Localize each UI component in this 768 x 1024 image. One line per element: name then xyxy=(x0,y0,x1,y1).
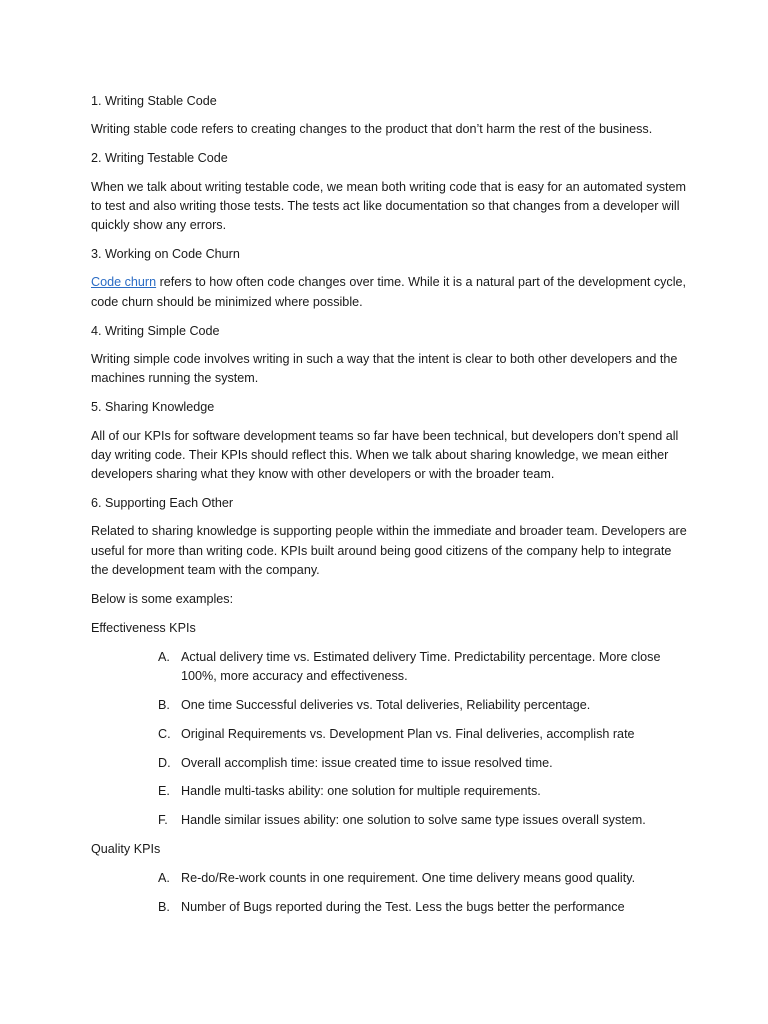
section-paragraph-sharing-knowledge: All of our KPIs for software development teams so far have been technical, but developers don’t spend all day writing code. Their KPIs should reflect this. When we talk about sharing knowledge, we mean either developers sharing what they know with other developers or with the broader team. xyxy=(91,428,679,482)
document-page xyxy=(91,92,691,927)
list-marker: E. xyxy=(158,784,170,799)
section-heading-stable-code: 1. Writing Stable Code xyxy=(91,94,217,108)
list-item-text: Handle similar issues ability: one solution to solve same type issues overall system. xyxy=(181,813,646,828)
list-marker: A. xyxy=(158,650,170,665)
list-item-text: Original Requirements vs. Development Plan vs. Final deliveries, accomplish rate xyxy=(181,726,635,741)
section-paragraph-supporting: Related to sharing knowledge is supporting people within the immediate and broader team. Developers are useful for more than writing code. KPIs built around being good citizens of the company help to integrate the development team with the company. xyxy=(91,524,687,577)
list-item xyxy=(91,648,691,686)
section-paragraph-code-churn xyxy=(91,273,691,311)
quality-kpis-list xyxy=(91,869,691,917)
code-churn-text: refers to how often code changes over time. While it is a natural part of the development cycle, code churn should be minimized where possible. xyxy=(91,275,687,309)
list-item-text: Overall accomplish time: issue created time to issue resolved time. xyxy=(181,755,553,770)
list-item-text: Handle multi-tasks ability: one solution for multiple requirements. xyxy=(181,784,541,799)
list-item-text: One time Successful deliveries vs. Total deliveries, Reliability percentage. xyxy=(181,698,591,713)
list-item xyxy=(91,754,691,773)
list-item-text: Re-do/Re-work counts in one requirement. One time delivery means good quality. xyxy=(181,871,636,886)
section-paragraph-testable-code: When we talk about writing testable code, we mean both writing code that is easy for an automated system to test and also writing those tests. The tests act like documentation so that changes from a developer will quickly show any errors. xyxy=(91,179,687,233)
list-marker: F. xyxy=(158,813,168,828)
list-marker: B. xyxy=(158,698,170,713)
quality-kpis-heading: Quality KPIs xyxy=(91,842,161,857)
effectiveness-kpis-heading: Effectiveness KPIs xyxy=(91,621,196,636)
list-item xyxy=(91,811,691,830)
code-churn-link[interactable]: Code churn xyxy=(91,275,157,290)
section-paragraph-simple-code: Writing simple code involves writing in such a way that the intent is clear to both other developers and the machines running the system. xyxy=(91,352,678,386)
list-marker: C. xyxy=(158,726,171,741)
list-item-text: Actual delivery time vs. Estimated delivery Time. Predictability percentage. More close 100%, more accuracy and effectiveness. xyxy=(181,650,661,684)
list-item xyxy=(91,869,691,888)
list-marker: A. xyxy=(158,871,170,886)
examples-intro: Below is some examples: xyxy=(91,592,234,607)
list-item xyxy=(91,725,691,744)
section-heading-code-churn: 3. Working on Code Churn xyxy=(91,247,240,262)
list-item xyxy=(91,696,691,715)
list-item-text: Number of Bugs reported during the Test. Less the bugs better the performance xyxy=(181,900,625,915)
section-heading-simple-code: 4. Writing Simple Code xyxy=(91,323,220,338)
list-item xyxy=(91,782,691,801)
list-marker: D. xyxy=(158,755,171,770)
section-heading-sharing-knowledge: 5. Sharing Knowledge xyxy=(91,400,215,415)
effectiveness-kpis-list xyxy=(91,648,691,830)
list-marker: B. xyxy=(158,900,170,915)
section-paragraph-stable-code: Writing stable code refers to creating changes to the product that don’t harm the rest of the business. xyxy=(91,122,653,137)
section-heading-supporting: 6. Supporting Each Other xyxy=(91,496,234,511)
section-heading-testable-code: 2. Writing Testable Code xyxy=(91,151,228,166)
list-item xyxy=(91,898,691,917)
